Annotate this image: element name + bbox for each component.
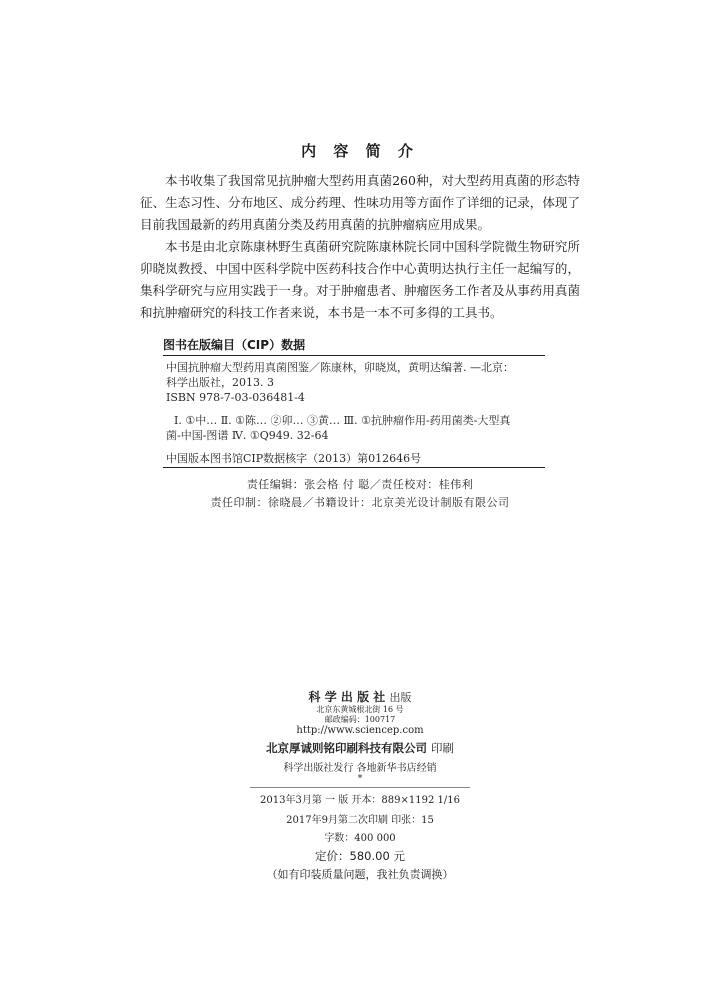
cip-verify-line: 中国版本图书馆CIP数据核字（2013）第012646号: [166, 452, 422, 465]
publisher-postcode: 邮政编码：100717: [324, 715, 396, 724]
cip-class-line-2: 菌-中国-图谱 Ⅳ. ①Q949. 32-64: [166, 429, 329, 442]
printer-name: 北京厚诚则铭印刷科技有限公司: [265, 741, 427, 755]
publisher-url: http://www.sciencep.com: [296, 725, 424, 736]
cip-line-2: 科学出版社，2013. 3: [166, 376, 274, 389]
separator-star: *: [357, 774, 363, 784]
publisher-suffix: 出版: [389, 691, 412, 704]
cip-line-1: 中国抗肿瘤大型药用真菌图鉴／陈康林，卯晓岚，黄明达编著. —北京：: [166, 361, 514, 374]
content-summary: [140, 170, 580, 324]
quality-note: （如有印装质量问题，我社负责调换）: [266, 868, 454, 881]
cip-bottom-rule: [163, 467, 545, 468]
distribution-line: 科学出版社发行 各地新华书店经销: [283, 763, 437, 774]
cip-bibliographic: [166, 360, 546, 405]
word-count: 字数：400 000: [324, 833, 396, 844]
publisher-address: 北京东黄城根北街 16 号: [316, 705, 404, 714]
printing-line: 2017年9月第二次印刷 印张：15: [286, 815, 434, 826]
cip-heading: 图书在版编目（CIP）数据: [163, 338, 306, 352]
cip-isbn: ISBN 978-7-03-036481-4: [166, 391, 305, 404]
cip-top-rule: [163, 355, 545, 356]
printer-line: [0, 740, 720, 756]
cip-class-line-1: Ⅰ. ①中… Ⅱ. ①陈… ②卯… ③黄… Ⅲ. ①抗肿瘤作用-药用菌类-大型真: [174, 414, 511, 427]
edition-line: 2013年3月第 一 版 开本：889×1192 1/16: [260, 795, 460, 806]
price-line: 定价：580.00 元: [315, 849, 405, 863]
publisher-name: 科 学 出 版 社: [308, 690, 386, 704]
cip-verification: [166, 451, 546, 466]
summary-paragraph-2: 本书是由北京陈康林野生真菌研究院陈康林院长同中国科学院微生物研究所卯晓岚教授、中国中医科学院中医药科技合作中心黄明达执行主任一起编写的，集科学研究与应用实践于一身。对于肿瘤患者、肿瘤医务工作者及从事药用真菌和抗肿瘤研究的科技工作者来说，本书是一本不可多得的工具书。: [140, 239, 580, 320]
page-title: 内 容 简 介: [301, 142, 419, 160]
publisher-line: [0, 688, 720, 705]
cip-classification: [166, 413, 546, 443]
editor-credits: 责任编辑：张会格 付 聪／责任校对：桂伟利: [246, 478, 474, 491]
colophon-rule: [250, 787, 470, 788]
production-credits: 责任印制：徐晓晨／书籍设计：北京美光设计制版有限公司: [210, 496, 510, 509]
summary-paragraph-1: 本书收集了我国常见抗肿瘤大型药用真菌260种，对大型药用真菌的形态特征、生态习性、分布地区、成分药理、性味功用等方面作了详细的记录，体现了目前我国最新的药用真菌分类及药用真菌的抗肿瘤病应用成果。: [140, 173, 580, 232]
printer-suffix: 印刷: [431, 741, 454, 755]
